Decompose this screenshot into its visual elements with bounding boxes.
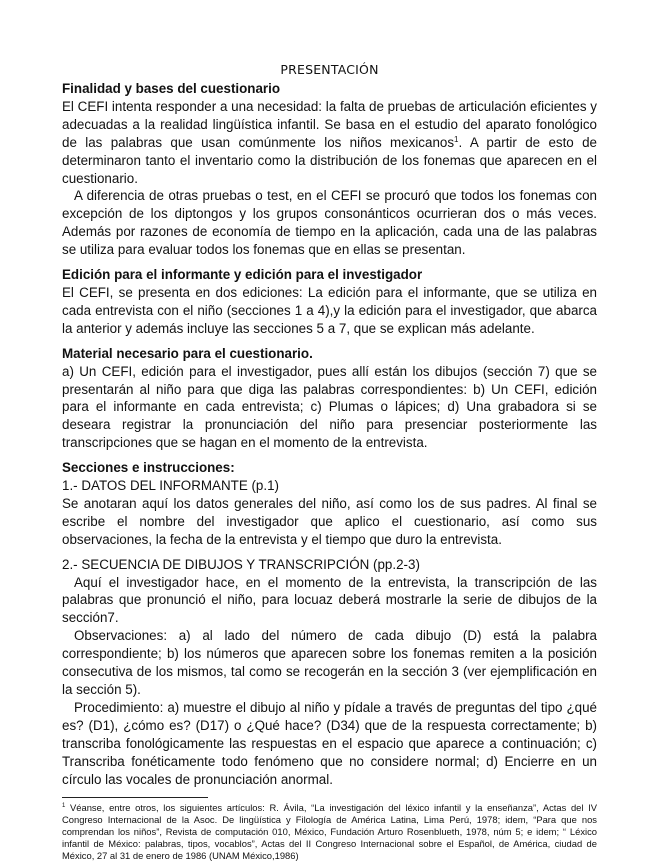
paragraph-finalidad-2: A diferencia de otras pruebas o test, en el CEFI se procuró que todos los fonemas con excepción de los diptongos y los grupos consonánticos ocurrieran dos o más veces. Además por razones de economía de tiempo en la aplicación, cada una de las palabras se utiliza para evaluar todos los fonemas que en ellas se presentan. <box>62 188 597 258</box>
section-2-paragraph-2: Observaciones: a) al lado del número de cada dibujo (D) está la palabra correspondiente; b) los números que aparecen sobre los fonemas remiten a la posición consecutiva de los mismos, tal como se recogerán en la sección 3 (ver ejemplificación en la sección 5). <box>62 628 597 697</box>
footnote-text: Véanse, entre otros, los siguientes artículos: R. Ávila, “La investigación del léxico infantil y la enseñanza”, Actas del IV Congreso Internacional de la Asoc. De lingüística y Filología de América Latina, Lima Perú, 1978; idem, “Para que nos comprendan los niños”, Revista de computación 010, México, Fundación Arturo Rosenblueth, 1978, núm 5; e idem; “ Léxico infantil de México: palabras, tipos, vocablos”, Actas del II Congreso Internacional sobre el Español, de América, ciudad de México, 27 al 31 de enero de 1986 (UNAM México,1986) <box>62 802 597 861</box>
section-1-title: 1.- DATOS DEL INFORMANTE (p.1) <box>62 478 280 494</box>
footnote <box>62 802 597 861</box>
section-2-title: 2.- SECUENCIA DE DIBUJOS Y TRANSCRIPCIÓN (pp.2-3) <box>62 556 420 572</box>
paragraph-finalidad-1 <box>62 98 597 188</box>
section-1-paragraph: Se anotaran aquí los datos generales del niño, así como los de sus padres. Al final se escribe el nombre del investigador que aplico el cuestionario, así como sus observaciones, la fecha de la entrevista y el tiempo que duro la entrevista. <box>62 495 597 547</box>
heading-finalidad: Finalidad y bases del cuestionario <box>62 81 281 96</box>
section-2-paragraph-1: Aquí el investigador hace, en el momento de la entrevista, la transcripción de las palabras que pronunció el niño, para locuaz deberá mostrarle la serie de dibujos de la sección7. <box>62 574 597 626</box>
text: El CEFI intenta responder a una necesidad: la falta de pruebas de articulación eficientes y adecuadas a la realidad lingüística infantil. Se basa en el estudio del aparato fonológico de las palabras que usan comúnmente los niños mexicanos <box>62 98 597 150</box>
footnote-reference[interactable]: 1 <box>454 134 459 144</box>
page-content <box>62 60 597 861</box>
section-2-paragraph-3: Procedimiento: a) muestre el dibujo al niño y pídale a través de preguntas del tipo ¿qué es? (D1), ¿cómo es? (D17) o ¿Qué hace? (D34) que de la respuesta correctamente; b) transcriba fonológicamente las respuestas en el espacio que aparece a continuación; c) Transcriba fonéticamente todo fenómeno que no considere normal; d) Encierre en un círculo las vocales de pronunciación anormal. <box>62 699 597 787</box>
heading-material: Material necesario para el cuestionario. <box>62 345 313 361</box>
footnote-mark: 1 <box>62 803 66 810</box>
paragraph-edicion: El CEFI, se presenta en dos ediciones: La edición para el informante, que se utiliza en cada entrevista con el niño (secciones 1 a 4),y la edición para el investigador, que abarca la anterior y además incluye las secciones 5 a 7, que se explican más adelante. <box>62 284 597 336</box>
paragraph-material: a) Un CEFI, edición para el investigador, pues allí están los dibujos (sección 7) que se presentarán al niño para que diga las palabras correspondientes: b) Un CEFI, edición para el informante en cada entrevista; c) Plumas o lápices; d) Una grabadora si se deseara registrar la pronunciación del niño para presenciar posteriormente las transcripciones que se hagan en el momento de la entrevista. <box>62 363 597 451</box>
text: . A partir de esto de determinaron tanto el inventario como la distribución de los fonemas que aparecen en el cuestionario. <box>62 134 597 186</box>
footnote-divider <box>62 797 208 798</box>
heading-secciones: Secciones e instrucciones: <box>62 460 235 476</box>
heading-edicion: Edición para el informante y edición para el investigador <box>62 267 423 283</box>
page-title: PRESENTACIÓN <box>280 62 379 77</box>
